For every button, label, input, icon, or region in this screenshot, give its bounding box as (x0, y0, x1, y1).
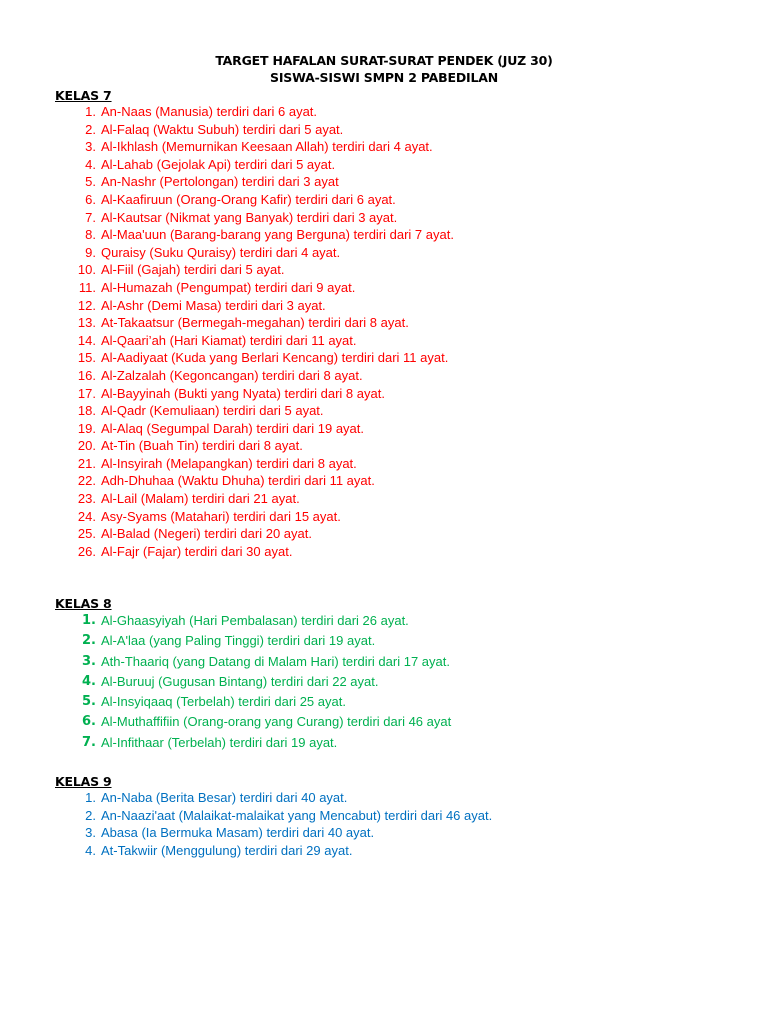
item-text: Al-Kautsar (Nikmat yang Banyak) terdiri dari 3 ayat. (101, 209, 398, 225)
kelas-8-list (0, 611, 768, 753)
item-text: An-Naas (Manusia) terdiri dari 6 ayat. (101, 104, 318, 119)
item-text: Al-Alaq (Segumpal Darah) terdiri dari 19 ayat. (101, 420, 365, 436)
list-item (0, 789, 768, 807)
item-text: Al-Aadiyaat (Kuda yang Berlari Kencang) terdiri dari 11 ayat. (101, 350, 449, 366)
item-text: Al-Ashr (Demi Masa) terdiri dari 3 ayat. (101, 297, 326, 313)
list-item (0, 692, 768, 712)
item-text: An-Naba (Berita Besar) terdiri dari 40 ayat. (101, 790, 348, 805)
item-number: 8. (85, 227, 96, 243)
document-title: TARGET HAFALAN SURAT-SURAT PENDEK (JUZ 30) (215, 53, 553, 68)
kelas-9-list (0, 789, 768, 859)
item-text: At-Takwiir (Menggulung) terdiri dari 29 ayat. (101, 842, 353, 858)
list-item (0, 209, 768, 227)
item-text: At-Takaatsur (Bermegah-megahan) terdiri dari 8 ayat. (101, 315, 409, 331)
kelas-8-heading: KELAS 8 (55, 596, 112, 611)
item-text: Al-Balad (Negeri) terdiri dari 20 ayat. (101, 526, 312, 542)
item-number: 4. (82, 673, 96, 689)
item-text: Al-A'laa (yang Paling Tinggi) terdiri dari 19 ayat. (101, 633, 376, 649)
list-item (0, 631, 768, 651)
list-item (0, 103, 768, 121)
item-number: 22. (77, 473, 96, 489)
item-text: Ath-Thaariq (yang Datang di Malam Hari) terdiri dari 17 ayat. (101, 653, 450, 669)
list-item (0, 349, 768, 367)
item-number: 4. (85, 156, 96, 172)
list-item (0, 332, 768, 350)
item-number: 17. (77, 385, 96, 401)
item-number: 11. (78, 279, 96, 295)
item-number: 5. (82, 694, 96, 710)
list-item (0, 543, 768, 561)
list-item (0, 824, 768, 842)
list-item (0, 314, 768, 332)
list-item (0, 173, 768, 191)
item-text: Al-Maa'uun (Barang-barang yang Berguna) terdiri dari 7 ayat. (101, 227, 454, 243)
item-number: 2. (85, 121, 96, 137)
list-item (0, 490, 768, 508)
list-item (0, 420, 768, 438)
list-item (0, 472, 768, 490)
item-number: 16. (77, 367, 96, 383)
item-text: Al-Muthaffifiin (Orang-orang yang Curang) terdiri dari 46 ayat (101, 714, 452, 730)
item-number: 2. (85, 807, 96, 823)
list-item (0, 191, 768, 209)
list-item (0, 121, 768, 139)
kelas-7-heading: KELAS 7 (55, 88, 112, 103)
list-item (0, 297, 768, 315)
item-text: Al-Lail (Malam) terdiri dari 21 ayat. (101, 491, 300, 507)
list-item (0, 385, 768, 403)
item-text: Al-Ikhlash (Memurnikan Keesaan Allah) terdiri dari 4 ayat. (101, 139, 433, 155)
item-text: An-Nashr (Pertolongan) terdiri dari 3 ayat (101, 174, 339, 190)
item-number: 19. (77, 420, 96, 436)
item-number: 18. (77, 403, 96, 419)
item-text: At-Tin (Buah Tin) terdiri dari 8 ayat. (101, 438, 303, 454)
item-number: 7. (82, 734, 96, 750)
item-text: Al-Qadr (Kemuliaan) terdiri dari 5 ayat. (101, 403, 324, 419)
item-number: 20. (77, 438, 96, 454)
item-text: Al-Zalzalah (Kegoncangan) terdiri dari 8 ayat. (101, 367, 363, 383)
item-number: 6. (85, 191, 96, 207)
item-number: 3. (82, 653, 96, 669)
item-number: 10. (77, 262, 96, 278)
item-number: 5. (85, 174, 96, 190)
item-text: Al-Ghaasyiyah (Hari Pembalasan) terdiri dari 26 ayat. (101, 613, 409, 628)
list-item (0, 437, 768, 455)
list-item (0, 508, 768, 526)
list-item (0, 712, 768, 732)
list-item (0, 138, 768, 156)
list-item (0, 842, 768, 860)
list-item (0, 156, 768, 174)
item-text: Al-Lahab (Gejolak Api) terdiri dari 5 ayat. (101, 156, 336, 172)
item-number: 2. (82, 633, 96, 649)
list-item (0, 652, 768, 672)
list-item (0, 367, 768, 385)
item-text: An-Naazi'aat (Malaikat-malaikat yang Mencabut) terdiri dari 46 ayat. (101, 807, 493, 823)
item-number: 3. (85, 139, 96, 155)
item-text: Al-Kaafiruun (Orang-Orang Kafir) terdiri dari 6 ayat. (101, 191, 396, 207)
item-number: 24. (77, 508, 96, 524)
item-number: 1. (85, 104, 96, 119)
item-text: Al-Falaq (Waktu Subuh) terdiri dari 5 ayat. (101, 121, 344, 137)
item-number: 1. (85, 790, 96, 805)
item-text: Al-Buruuj (Gugusan Bintang) terdiri dari 22 ayat. (101, 673, 379, 689)
list-item (0, 279, 768, 297)
list-item (0, 455, 768, 473)
list-item (0, 244, 768, 262)
item-number: 3. (85, 825, 96, 840)
item-number: 23. (77, 491, 96, 507)
item-text: Al-Insyirah (Melapangkan) terdiri dari 8 ayat. (101, 455, 357, 471)
item-number: 7. (85, 209, 96, 225)
list-item (0, 226, 768, 244)
list-item (0, 261, 768, 279)
item-number: 21. (77, 455, 96, 471)
list-item (0, 525, 768, 543)
list-item (0, 672, 768, 692)
item-text: Al-Fajr (Fajar) terdiri dari 30 ayat. (101, 543, 293, 559)
item-text: Asy-Syams (Matahari) terdiri dari 15 ayat. (101, 508, 341, 524)
kelas-9-heading: KELAS 9 (55, 774, 112, 789)
item-number: 13. (77, 315, 96, 331)
item-number: 1. (82, 613, 96, 628)
list-item (0, 402, 768, 420)
list-item (0, 807, 768, 825)
item-number: 9. (85, 244, 96, 260)
list-item (0, 611, 768, 631)
item-number: 4. (85, 842, 96, 858)
item-number: 12. (77, 297, 96, 313)
item-text: Al-Qaari’ah (Hari Kiamat) terdiri dari 11 ayat. (101, 332, 357, 348)
item-text: Al-Insyiqaaq (Terbelah) terdiri dari 25 ayat. (101, 694, 346, 710)
kelas-7-list (0, 103, 768, 560)
item-number: 26. (77, 543, 96, 559)
item-text: Al-Infithaar (Terbelah) terdiri dari 19 ayat. (101, 734, 338, 750)
item-text: Al-Humazah (Pengumpat) terdiri dari 9 ayat. (101, 279, 356, 295)
item-number: 15. (77, 350, 96, 366)
list-item (0, 733, 768, 753)
item-text: Al-Fiil (Gajah) terdiri dari 5 ayat. (101, 262, 285, 278)
item-text: Abasa (Ia Bermuka Masam) terdiri dari 40 ayat. (101, 825, 375, 840)
document-subtitle: SISWA-SISWI SMPN 2 PABEDILAN (270, 70, 498, 85)
item-text: Quraisy (Suku Quraisy) terdiri dari 4 ayat. (101, 244, 341, 260)
item-text: Al-Bayyinah (Bukti yang Nyata) terdiri dari 8 ayat. (101, 385, 385, 401)
item-number: 14. (77, 332, 96, 348)
item-number: 25. (77, 526, 96, 542)
item-text: Adh-Dhuhaa (Waktu Dhuha) terdiri dari 11 ayat. (101, 473, 375, 489)
item-number: 6. (82, 714, 96, 730)
